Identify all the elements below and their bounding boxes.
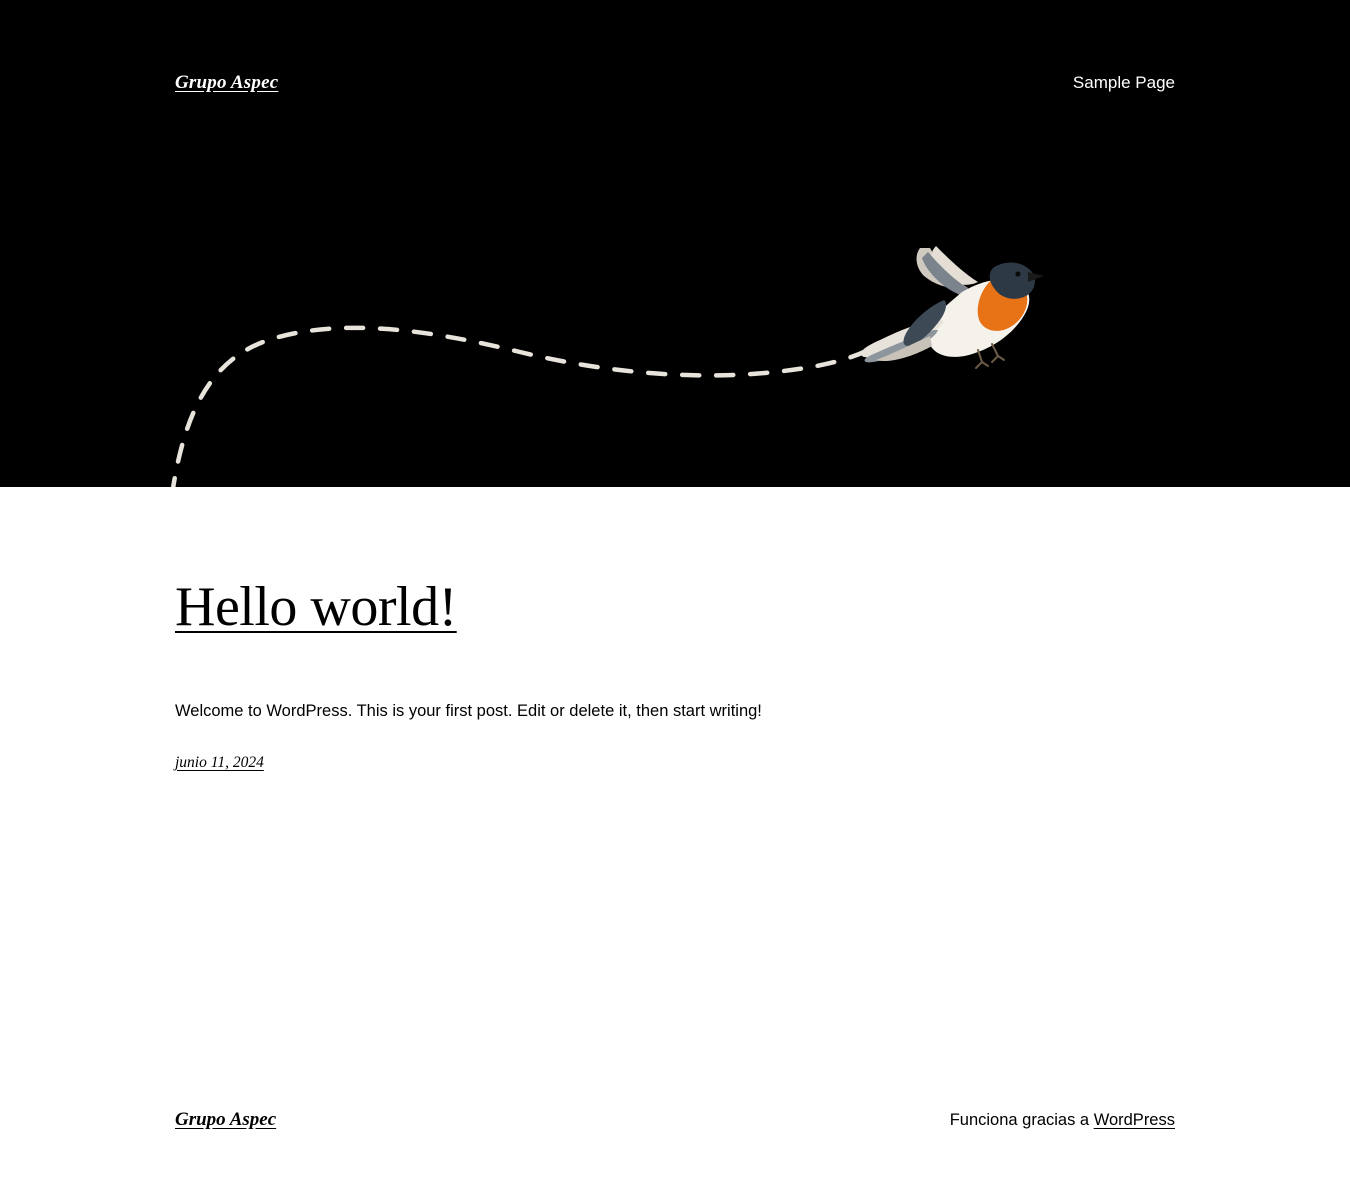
post-title bbox=[175, 575, 1175, 639]
footer-site-title-link[interactable]: Grupo Aspec bbox=[175, 1109, 277, 1130]
footer-credit bbox=[950, 1111, 1175, 1130]
primary-navigation bbox=[1073, 73, 1175, 93]
post-title-link[interactable]: Hello world! bbox=[175, 576, 457, 638]
post-excerpt: Welcome to WordPress. This is your first post. Edit or delete it, then start writing! bbox=[175, 702, 762, 721]
site-footer bbox=[0, 1040, 1350, 1200]
footer-credit-prefix: Funciona gracias a bbox=[949, 1110, 1094, 1129]
wordpress-link[interactable]: WordPress bbox=[1093, 1110, 1175, 1129]
site-title-link[interactable]: Grupo Aspec bbox=[175, 71, 279, 93]
hero-banner bbox=[0, 0, 1350, 487]
nav-item-sample-page[interactable]: Sample Page bbox=[1072, 72, 1175, 92]
main-content bbox=[0, 487, 1350, 772]
site-header bbox=[0, 0, 1350, 165]
post-date-link[interactable]: junio 11, 2024 bbox=[175, 753, 264, 771]
post-article bbox=[175, 487, 1175, 772]
